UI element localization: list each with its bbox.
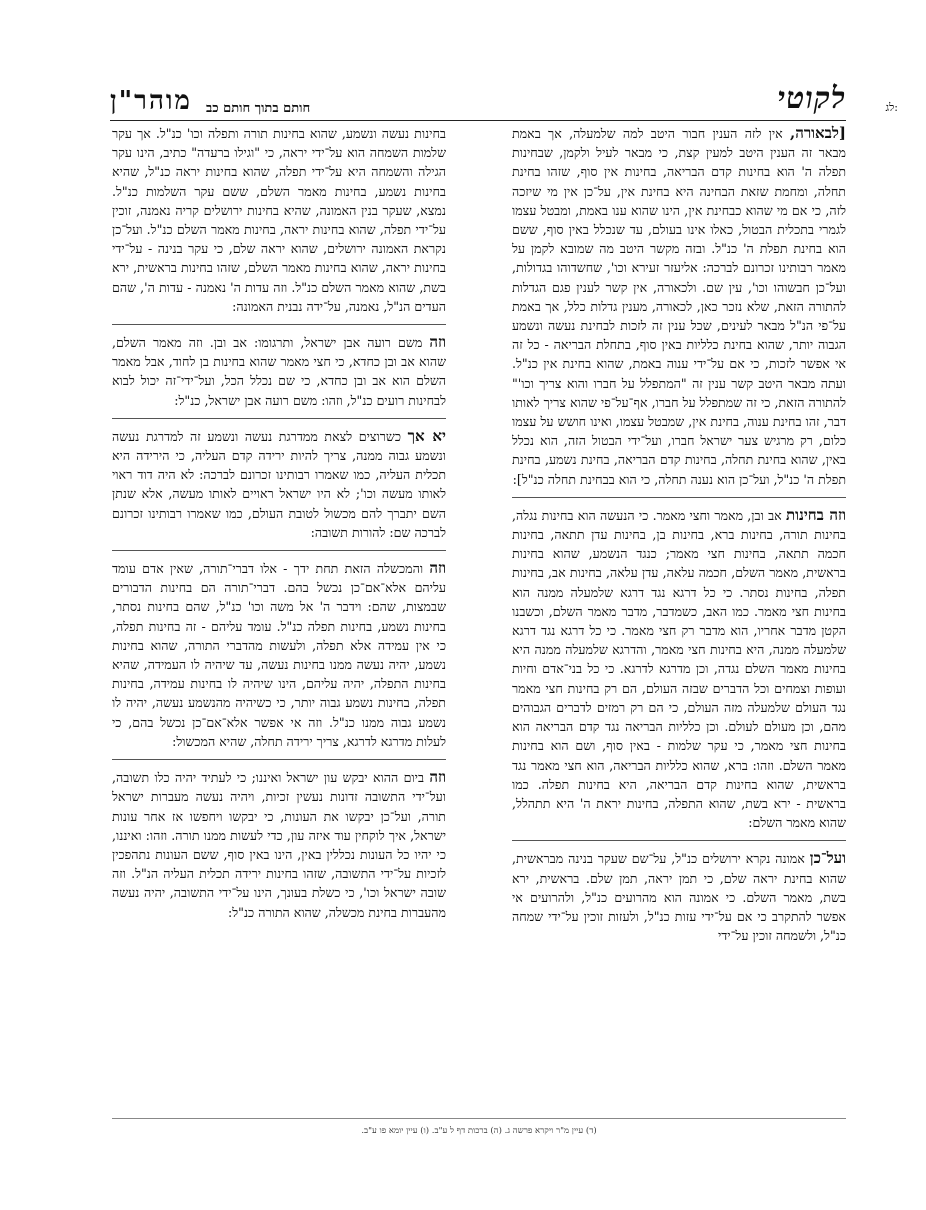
paragraph — [112, 559, 446, 751]
paragraph — [112, 124, 446, 316]
paragraph-text: אין לזה הענין חבור היטב למה שלמעלה, אך באמת מבאר זה הענין היטב למעין קצת, כי מבאר לעיל ולקמן, שבחינות תפלה ה' הוא בחינות קדם הבריאה, בחינות אין סוף, שזהו בחינת תחלה, ומחמת שזאת הבחינה היא בחינת אין, על־כן אין מי שיזכה לזה, כי אם מי שהוא כבחינת אין, הינו שהוא ענו באמת, ומבטל עצמו לגמרי בתכלית הבטול, כאלו אינו בעולם, עד שנכלל באין סוף, ששם הוא בחינת תפלת ה' כנ"ל. ובזה מקשר היטב מה שמובא לקמן על מאמר רבותינו זכרונם לברכה: אליעזר זעירא וכו', שחשדוהו בגדולות, ועל־כן חבשוהו וכו', עין שם. ולכאורה, אין קשר לענין פגם הגדלות להתורה הזאת, שלא נזכר כאן, לכאורה, מענין גדלות כלל, אך באמת על־פי הנ"ל מבאר לעינים, שכל ענין זה לזכות לבחינת נעשה ונשמע הגבוה יותר, שהוא בחינת כלליות באין סוף, בתחלת הבריאה - כל זה אי אפשר לזכות, כי אם על־ידי ענוה באמת, שהוא בחינת אין כנ"ל. ועתה מבאר היטב קשר ענין זה "המתפלל על חברו והוא צריך וכו'" להתורה הזאת, כי זה שמתפלל על חברו, אף־על־פי שהוא צריך לאותו דבר, זהו בחינת ענוה, בחינת אין, שמבטל עצמו, ואינו חושש על עצמו כלום, רק מרגיש צער ישראל חברו, ועל־ידי הבטול הזה, הוא נכלל באין, שהוא בחינת תחלה, בחינות קדם הבריאה, בחינת נשמע, בחינת תפלת ה' כנ"ל, ועל־כן הוא נענה תחלה, כי הוא בבחינת תחלה כנ"ל]: — [512, 126, 846, 487]
section-divider — [512, 497, 846, 498]
paragraph — [512, 849, 846, 945]
paragraph — [112, 427, 446, 542]
paragraph — [512, 506, 846, 832]
text-columns — [112, 124, 846, 1106]
paragraph-text: ביום ההוא יבקש עון ישראל ואיננו; כי לעתיד יהיה כלו תשובה, ועל־ידי התשובה זדונות נעשין זכיות, ויהיה נעשה מעברות ישראל תורה, ועל־כן יבקשו את העונות, כי יבקשו ויחפשו אז אחר עונות ישראל, איך לוקחין עוד איזה עון, כדי לעשות ממנו תורה. וזהו: ואיננו, כי יהיו כל העונות נכללין באין, הינו באין סוף, ששם העונות נתהפכין לזכיות על־ידי התשובה, שזהו בחינות ירידה תכלית העליה הנ"ל. וזה שובה ישראל וכו', כי כשלת בעונך, הינו על־ידי התשובה, יהיה נעשה מהעברות בחינת מכשלה, שהוא התורה כנ"ל: — [112, 770, 446, 920]
paragraph-lead-word: וזה בחינות — [785, 505, 846, 524]
paragraph — [112, 768, 446, 922]
left-column — [112, 124, 446, 1106]
paragraph-text: כשרוצים לצאת ממדרגת נעשה ונשמע זה למדרגת נעשה ונשמע גבוה ממנה, צריך להיות ירידה קדם העליה, כי הירידה היא תכלית העליה, כמו שאמרו רבותינו זכרונם לברכה: לא היה דוד ראוי לאותו מעשה וכו'; לא היו ישראל ראויים לאותו מעשה, אלא שנתן השם יתברך להם מכשול לטובת העולם, כמו שאמרו רבותינו זכרונם לברכה שם: להורות תשובה: — [112, 428, 446, 540]
paragraph-lead-word: וזה — [429, 559, 446, 578]
paragraph-lead-word: וזה — [429, 768, 446, 787]
paragraph-text: אב ובן, מאמר וחצי מאמר. כי הנעשה הוא בחינות נגלה, בחינות תורה, בחינות ברא, בחינות בן, בחינות עדן תתאה, בחינות חכמה תתאה, בחינות חצי מאמר; כנגד הנשמע, שהוא בחינות בראשית, מאמר השלם, חכמה עלאה, עדן עלאה, בחינות אב, בחינות תפלה, בחינות נסתר. כי כל דרגא נגד דרגא שלמעלה ממנה הוא בחינות חצי מאמר. כמו האב, כשמדבר, מדבר מאמר השלם, וכשבנו הקטן מדבר אחריו, הוא מדבר רק חצי מאמר. כי כל דרגא נגד דרגא שלמעלה ממנה, היא בחינות חצי מאמר, והדרגא שלמעלה ממנה היא בחינות מאמר השלם נגדה, וכן מדרגא לדרגא. כי כל בני־אדם וחיות ועופות וצמחים וכל הדברים שבזה העולם, הם רק בחינות חצי מאמר נגד העולם שלמעלה מזה העולם, כי הם רק רמזים לדברים הגבוהים מהם, וכן מעולם לעולם. וכן כלליות הבריאה נגד קדם הבריאה הוא בחינות חצי מאמר, כי עקר שלמות - באין סוף, ושם הוא בחינות מאמר השלם. וזהו: ברא, שהוא כלליות הבריאה, הוא חצי מאמר נגד בראשית, שהוא בחינות קדם הבריאה, היא בחינות תפלה. כמו בראשית - ירא בשת, שהוא התפלה, בחינות יראת ה' היא תתהלל, שהוא מאמר השלם: — [512, 507, 846, 831]
paragraph-text: אמונה נקרא ירושלים כנ"ל, על־שם שעקר בנינה מבראשית, שהוא בחינת יראה שלם, כי תמן יראה, תמן שלם. בראשית, ירא בשת, מאמר השלם. כי אמונה הוא מהרועים כנ"ל, ולהרועים אי אפשר להתקרב כי אם על־ידי עזות כנ"ל, ולעזות זוכין על־ידי שמחה כנ"ל, ולשמחה זוכין על־ידי — [512, 851, 846, 944]
section-divider — [112, 759, 446, 760]
section-divider — [512, 840, 846, 841]
author-title: מוהר"ן — [110, 86, 192, 116]
footnotes: (ד) עיין מ"ר ויקרא פרשה ג. (ה) ברכות דף ל ע"ב. (ו) עיין יומא פו ע"ב. — [112, 1118, 846, 1136]
section-divider — [112, 550, 446, 551]
book-title: לקוטי — [777, 81, 846, 116]
paragraph-text: והמכשלה הזאת תחת ידך - אלו דברי־תורה, שאין אדם עומד עליהם אלא־אם־כן נכשל בהם. דברי־תורה הם בחינות הדבורים שבמצות, שהם: וידבר ה' אל משה וכו' כנ"ל, שהם בחינות נסתר, בחינות נשמע, בחינות תפלה כנ"ל. עומד עליהם - זה בחינות תפלה, כי אין עמידה אלא תפלה, ולעשות מהדברי התורה, שהוא בחינות נשמע, יהיה נעשה ממנו בחינות נעשה, עד שיהיה לו העמידה, שהיא בחינות התפלה, יהיה עליהם, הינו שיהיה לו בחינות עמידה, בחינות תפלה, בחינות נשמע גבוה יותר, כי כשיהיה מהנשמע נעשה, יהיה לו נשמע גבוה ממנו כנ"ל. וזה אי אפשר אלא־אם־כן נכשל בהם, כי לעלות מדרגא לדרגא, צריך ירידה תחלה, שהיא המכשול: — [112, 561, 446, 749]
paragraph-lead-word: יא אך — [407, 426, 446, 445]
section-divider — [112, 324, 446, 325]
paragraph — [512, 124, 846, 489]
paragraph-lead-word: וזה — [429, 333, 446, 352]
paragraph-text: משם רועה אבן ישראל, ותרגומו: אב ובן. וזה מאמר השלם, שהוא אב ובן כחדא, כי חצי מאמר שהוא בחינות בן לחוד, אבל מאמר השלם הוא אב ובן כחדא, כי שם נכלל הכל, ועל־ידי־זה יכול לבוא לבחינות רועים כנ"ל, וזהו: משם רועה אבן ישראל, כנ"ל: — [112, 335, 446, 408]
folio-number: לג: — [885, 101, 898, 114]
paragraph-lead-word: [לבאורה, — [789, 124, 846, 142]
paragraph-lead-word: ועל־כן — [809, 849, 846, 868]
page-header — [110, 80, 898, 121]
paragraph-text: בחינות נעשה ונשמע, שהוא בחינות תורה ותפלה וכו' כנ"ל. אך עקר שלמות השמחה הוא על־ידי יראה, כי "וגילו ברעדה" כתיב, הינו עקר הגילה והשמחה היא על־ידי תפלה, שהוא בחינות יראה כנ"ל, שהיא בחינות נשמע, בחינות מאמר השלם, ששם עקר השלמות כנ"ל. נמצא, שעקר בנין האמונה, שהיא בחינות ירושלים קריה נאמנה, זוכין על־ידי תפלה, שהוא בחינות יראה, בחינות מאמר השלם כנ"ל. ועל־כן נקראת האמונה ירושלים, שהוא יראה שלם, כי עקר בנינה - על־ידי בחינות יראה, שהוא בחינות מאמר השלם, שזהו בחינות בראשית, ירא בשת, שהוא מאמר השלם כנ"ל. וזה עדות ה' נאמנה - עדות ה', שהם העדים הנ"ל, נאמנה, על־ידה נבנית האמונה: — [112, 126, 446, 314]
paragraph — [112, 333, 446, 410]
right-column — [512, 124, 846, 1106]
running-head: חותם בתוך חותם כב — [205, 101, 311, 116]
section-divider — [112, 418, 446, 419]
